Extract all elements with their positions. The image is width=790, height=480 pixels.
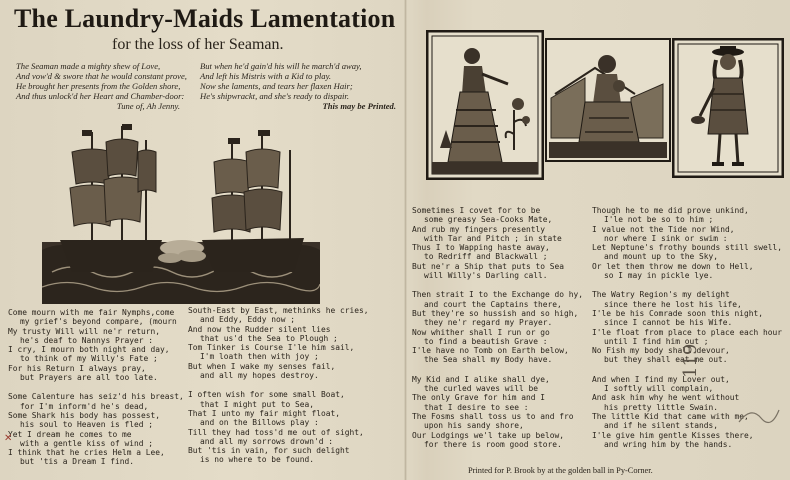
verse-line: with a gentle kiss of wind ; xyxy=(20,438,154,448)
stanza xyxy=(592,206,783,281)
verse-line: Some Calenture has seiz'd his breast, xyxy=(8,392,184,402)
verse-line: And ask him why he went without xyxy=(592,393,740,403)
verse-line: until I find him out ; xyxy=(604,336,709,346)
verse-line: but Prayers are all too late. xyxy=(20,373,158,383)
verse-line: The only Grave for him and I xyxy=(412,393,546,403)
verse-line: Some Shark his body has possest, xyxy=(8,410,161,420)
verse-line: South-East by East, methinks he cries, xyxy=(188,306,369,315)
verse-line: and wring him by the hands. xyxy=(604,439,733,449)
verse-line: Till they had toss'd me out of sight, xyxy=(188,427,364,437)
verse-line: but they shall eat me out. xyxy=(604,355,728,365)
man-woodcut xyxy=(672,38,784,178)
verse-line: Let Neptune's frothy bounds still swell, xyxy=(592,243,783,253)
verse-column-1 xyxy=(8,308,186,477)
verse-line: My trusty Will will ne'r return, xyxy=(8,326,161,336)
verse-line: Thus I to Wapping haste away, xyxy=(412,243,550,253)
red-ink-mark: ✕ xyxy=(4,433,13,444)
intro-verse-left xyxy=(16,61,202,111)
intro-line: But when he'd gain'd his will he march'd away, xyxy=(200,61,362,71)
verse-line: since there he lost his life, xyxy=(604,299,742,309)
verse-line: he's deaf to Nannys Prayer : xyxy=(20,335,154,345)
pencil-mark xyxy=(735,400,781,430)
verse-line: his soul to Heaven is fled ; xyxy=(20,420,154,430)
verse-line: since I cannot be his Wife. xyxy=(604,318,733,328)
intro-line: And thus unlock'd her Heart and Chamber-door: xyxy=(16,91,185,101)
verse-line: Though he to me did prove unkind, xyxy=(592,206,749,215)
verse-line: Then strait I to the Exchange do hy, xyxy=(412,290,584,300)
verse-line: and on the Billows play : xyxy=(200,418,319,428)
verse-line: That I unto my fair might float, xyxy=(188,408,341,418)
verse-line: so I may in pickle lye. xyxy=(604,271,714,281)
verse-line: and court the Captains there, xyxy=(424,299,562,309)
verse-line: Come mourn with me fair Nymphs,come xyxy=(8,308,175,317)
verse-line: I often wish for some small Boat, xyxy=(188,390,345,400)
verse-line: I'le float from place to place each hour xyxy=(592,327,783,337)
verse-line: I'le have no Tomb on Earth below, xyxy=(412,346,569,356)
woman-woodcut xyxy=(426,30,544,180)
verse-line: And now the Rudder silent lies xyxy=(188,324,331,334)
verse-line: No Fish my body shall devour, xyxy=(592,346,730,356)
verse-line: that I desire to see : xyxy=(424,402,529,412)
verse-line: nor where I sink or swim : xyxy=(604,233,728,243)
intro-verse-right xyxy=(200,61,400,111)
intro-line: Now she laments, and tears her flaxen Hair; xyxy=(200,81,353,91)
ballad-title: The Laundry-Maids Lamentation xyxy=(14,4,396,33)
verse-line: I'le give him gentle Kisses there, xyxy=(592,430,754,440)
verse-line: And when I find my Lover out, xyxy=(592,374,730,384)
verse-line: Now whither shall I run or go xyxy=(412,327,550,337)
stanza xyxy=(412,375,580,449)
ballad-subtitle: for the loss of her Seaman. xyxy=(112,36,284,53)
verse-line: For his Return I always pray, xyxy=(8,363,146,373)
verse-line: that us'd the Sea to Plough ; xyxy=(200,333,338,343)
verse-line: But they're so hussish and so high, xyxy=(412,308,579,318)
verse-line: Our Lodgings we'l take up below, xyxy=(412,430,565,440)
verse-column-3 xyxy=(412,206,584,459)
intro-line: The Seaman made a mighty shew of Love, xyxy=(16,61,161,71)
verse-line: my grief's beyond compare, (mourn xyxy=(20,317,177,327)
verse-line: But ne'r a Ship that puts to Sea xyxy=(412,261,565,271)
verse-line: I'm loath then with joy ; xyxy=(200,352,319,362)
verse-line: with Tar and Pitch ; in state xyxy=(424,233,562,243)
manuscript-note: 119 xyxy=(680,343,701,378)
verse-line: they ne'r regard my Prayer. xyxy=(424,318,553,328)
center-fold xyxy=(404,0,407,480)
license-line: This may be Printed. xyxy=(322,101,396,111)
stanza xyxy=(8,392,186,466)
intro-line: He's shipwrackt, and she's ready to dispair. xyxy=(200,91,349,101)
verse-line: I'le not be so to him ; xyxy=(604,215,714,225)
verse-line: is no where to be found. xyxy=(200,455,315,465)
intro-line: And left his Mistris with a Kid to play. xyxy=(200,71,332,81)
seated-woman-woodcut xyxy=(545,38,671,162)
tune-line: Tune of, Ah Jenny. xyxy=(116,101,180,111)
stanza xyxy=(188,390,364,465)
verse-line: My Kid and I alike shall dye, xyxy=(412,374,550,384)
ships-woodcut xyxy=(42,122,320,304)
verse-line: But when I wake my senses fail, xyxy=(188,361,336,371)
verse-column-2 xyxy=(188,306,369,475)
stanza xyxy=(412,206,580,280)
verse-line: I'le be his Comrade soon this night, xyxy=(592,308,764,318)
intro-line: He brought her presents from the Golden shore, xyxy=(16,81,181,91)
verse-line: Sometimes I covet for to be xyxy=(412,206,541,215)
verse-line: for there is room good store. xyxy=(424,439,562,449)
verse-line: the curled waves will be xyxy=(424,384,539,394)
verse-line: to think of my Willy's Fate ; xyxy=(20,354,158,364)
intro-line: And vow'd & swore that he would constant prove, xyxy=(16,71,187,81)
verse-line: and if he silent stands, xyxy=(604,421,719,431)
verse-line: Tom Tinker is Course I'le him sail, xyxy=(188,343,355,353)
verse-line: upon his sandy shore, xyxy=(424,421,524,431)
verse-line: but 'tis a Dream I find. xyxy=(20,457,135,467)
verse-line: and all my hopes destroy. xyxy=(200,371,319,381)
printer-imprint: Printed for P. Brook by at the golden ball in Py-Corner. xyxy=(468,466,653,475)
verse-line: and all my sorrows drown'd : xyxy=(200,436,334,446)
verse-line: Yet I dream he comes to me xyxy=(8,429,132,439)
verse-line: The little Kid that came with me, xyxy=(592,411,749,421)
verse-line: I value not the Tide nor Wind, xyxy=(592,224,735,234)
stanza xyxy=(188,306,369,381)
verse-line: But 'tis in vain, for such delight xyxy=(188,446,350,456)
verse-line: will Willy's Darling call. xyxy=(424,271,548,281)
verse-line: the Sea shall my Body have. xyxy=(424,355,553,365)
verse-line: And rub my fingers presently xyxy=(412,224,546,234)
verse-line: and mount up to the Sky, xyxy=(604,252,719,262)
verse-line: some greasy Sea-Cooks Mate, xyxy=(424,215,553,225)
verse-line: Or let them throw me down to Hell, xyxy=(592,261,754,271)
verse-line: I think that he cries Helm a Lee, xyxy=(8,448,165,458)
verse-line: I softly will complain, xyxy=(604,384,714,394)
verse-line: to Redriff and Blackwall ; xyxy=(424,252,548,262)
verse-line: for I'm inform'd he's dead, xyxy=(20,401,149,411)
verse-line: that I might put to Sea, xyxy=(200,399,315,409)
verse-line: The Watry Region's my delight xyxy=(592,290,730,300)
stanza xyxy=(412,290,584,365)
verse-line: and Eddy, Eddy now ; xyxy=(200,315,296,325)
verse-line: to find a beautish Grave : xyxy=(424,336,548,346)
verse-line: his pretty little Swain. xyxy=(604,402,719,412)
stanza xyxy=(8,308,186,382)
verse-line: I cry, I mourn both night and day, xyxy=(8,345,170,355)
verse-line: The Fosms shall toss us to and fro xyxy=(412,411,574,421)
